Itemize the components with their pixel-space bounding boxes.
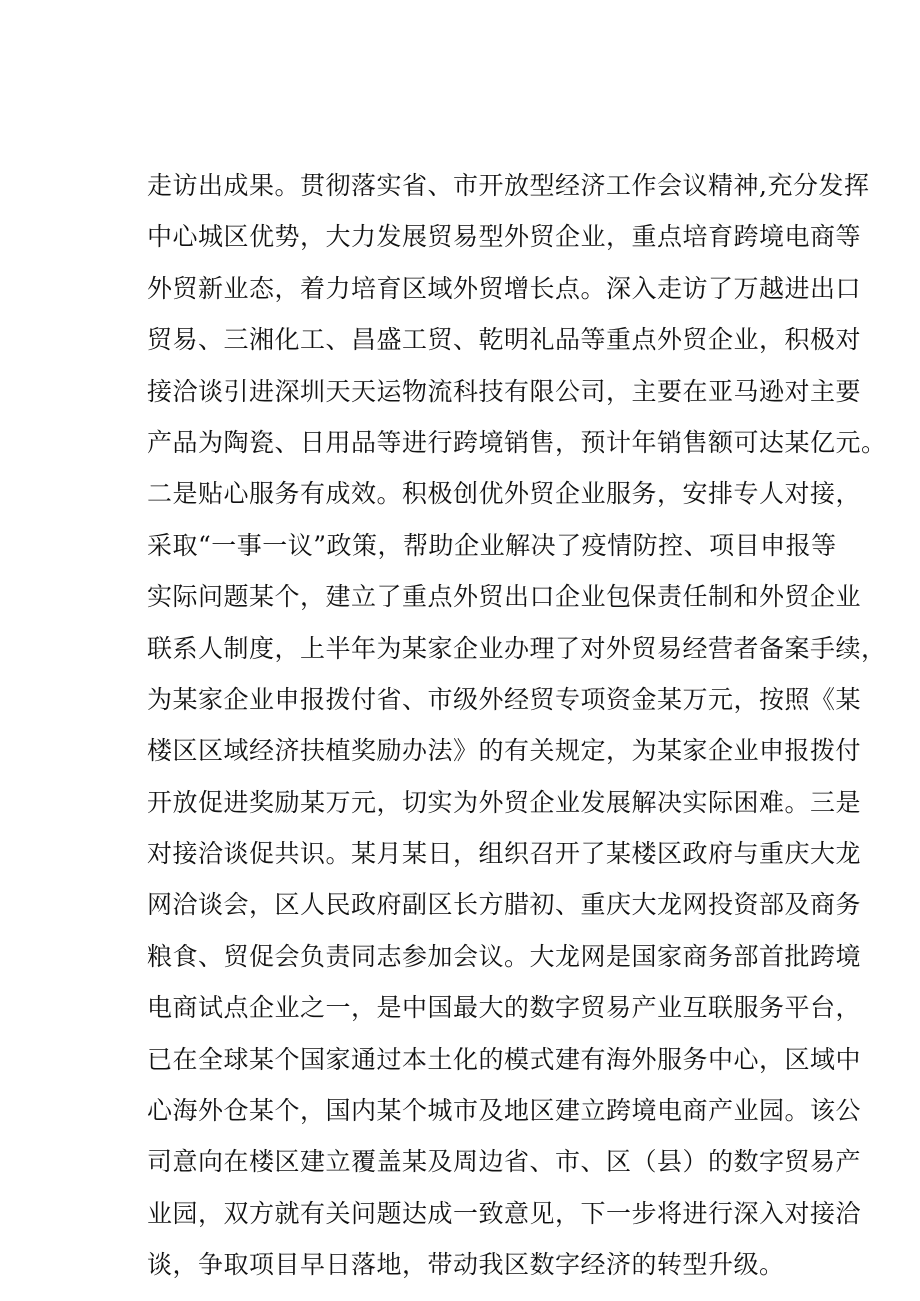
text-line: 已在全球某个国家通过本土化的模式建有海外服务中心，区域中 bbox=[147, 1044, 862, 1074]
text-line: 网洽谈会，区人民政府副区长方腊初、重庆大龙网投资部及商务 bbox=[147, 890, 862, 920]
text-line: 贸易、三湘化工、昌盛工贸、乾明礼品等重点外贸企业，积极对 bbox=[147, 325, 862, 355]
text-line: 采取“一事一议”政策，帮助企业解决了疫情防控、项目申报等 bbox=[147, 530, 837, 560]
body-paragraph bbox=[147, 160, 887, 1291]
text-line: 业园，双方就有关问题达成一致意见，下一步将进行深入对接洽 bbox=[147, 1198, 862, 1228]
text-line: 心海外仓某个，国内某个城市及地区建立跨境电商产业园。该公 bbox=[147, 1096, 862, 1126]
text-line: 联系人制度，上半年为某家企业办理了对外贸易经营者备案手续， bbox=[147, 633, 887, 663]
text-line: 外贸新业态，着力培育区域外贸增长点。深入走访了万越进出口 bbox=[147, 273, 862, 303]
text-line: 接洽谈引进深圳天天运物流科技有限公司，主要在亚马逊对主要 bbox=[147, 376, 862, 406]
text-line: 走访出成果。贯彻落实省、市开放型经济工作会议精神,充分发挥 bbox=[147, 171, 870, 200]
text-line: 产品为陶瓷、日用品等进行跨境销售，预计年销售额可达某亿元。 bbox=[147, 427, 887, 457]
text-line: 粮食、贸促会负责同志参加会议。大龙网是国家商务部首批跨境 bbox=[147, 941, 862, 971]
text-line: 开放促进奖励某万元，切实为外贸企业发展解决实际困难。三是 bbox=[147, 787, 862, 817]
text-line: 为某家企业申报拨付省、市级外经贸专项资金某万元，按照《某 bbox=[147, 684, 862, 714]
text-line: 司意向在楼区建立覆盖某及周边省、市、区（县）的数字贸易产 bbox=[147, 1147, 862, 1177]
text-line: 实际问题某个，建立了重点外贸出口企业包保责任制和外贸企业 bbox=[147, 582, 862, 612]
text-line: 对接洽谈促共识。某月某日，组织召开了某楼区政府与重庆大龙 bbox=[147, 839, 862, 869]
text-line: 楼区区域经济扶植奖励办法》的有关规定，为某家企业申报拨付 bbox=[147, 736, 862, 766]
text-line: 电商试点企业之一，是中国最大的数字贸易产业互联服务平台， bbox=[147, 993, 862, 1023]
text-line: 二是贴心服务有成效。积极创优外贸企业服务，安排专人对接， bbox=[147, 479, 862, 509]
text-line: 中心城区优势，大力发展贸易型外贸企业，重点培育跨境电商等 bbox=[147, 222, 862, 252]
text-line: 谈，争取项目早日落地，带动我区数字经济的转型升级。 bbox=[147, 1250, 785, 1280]
